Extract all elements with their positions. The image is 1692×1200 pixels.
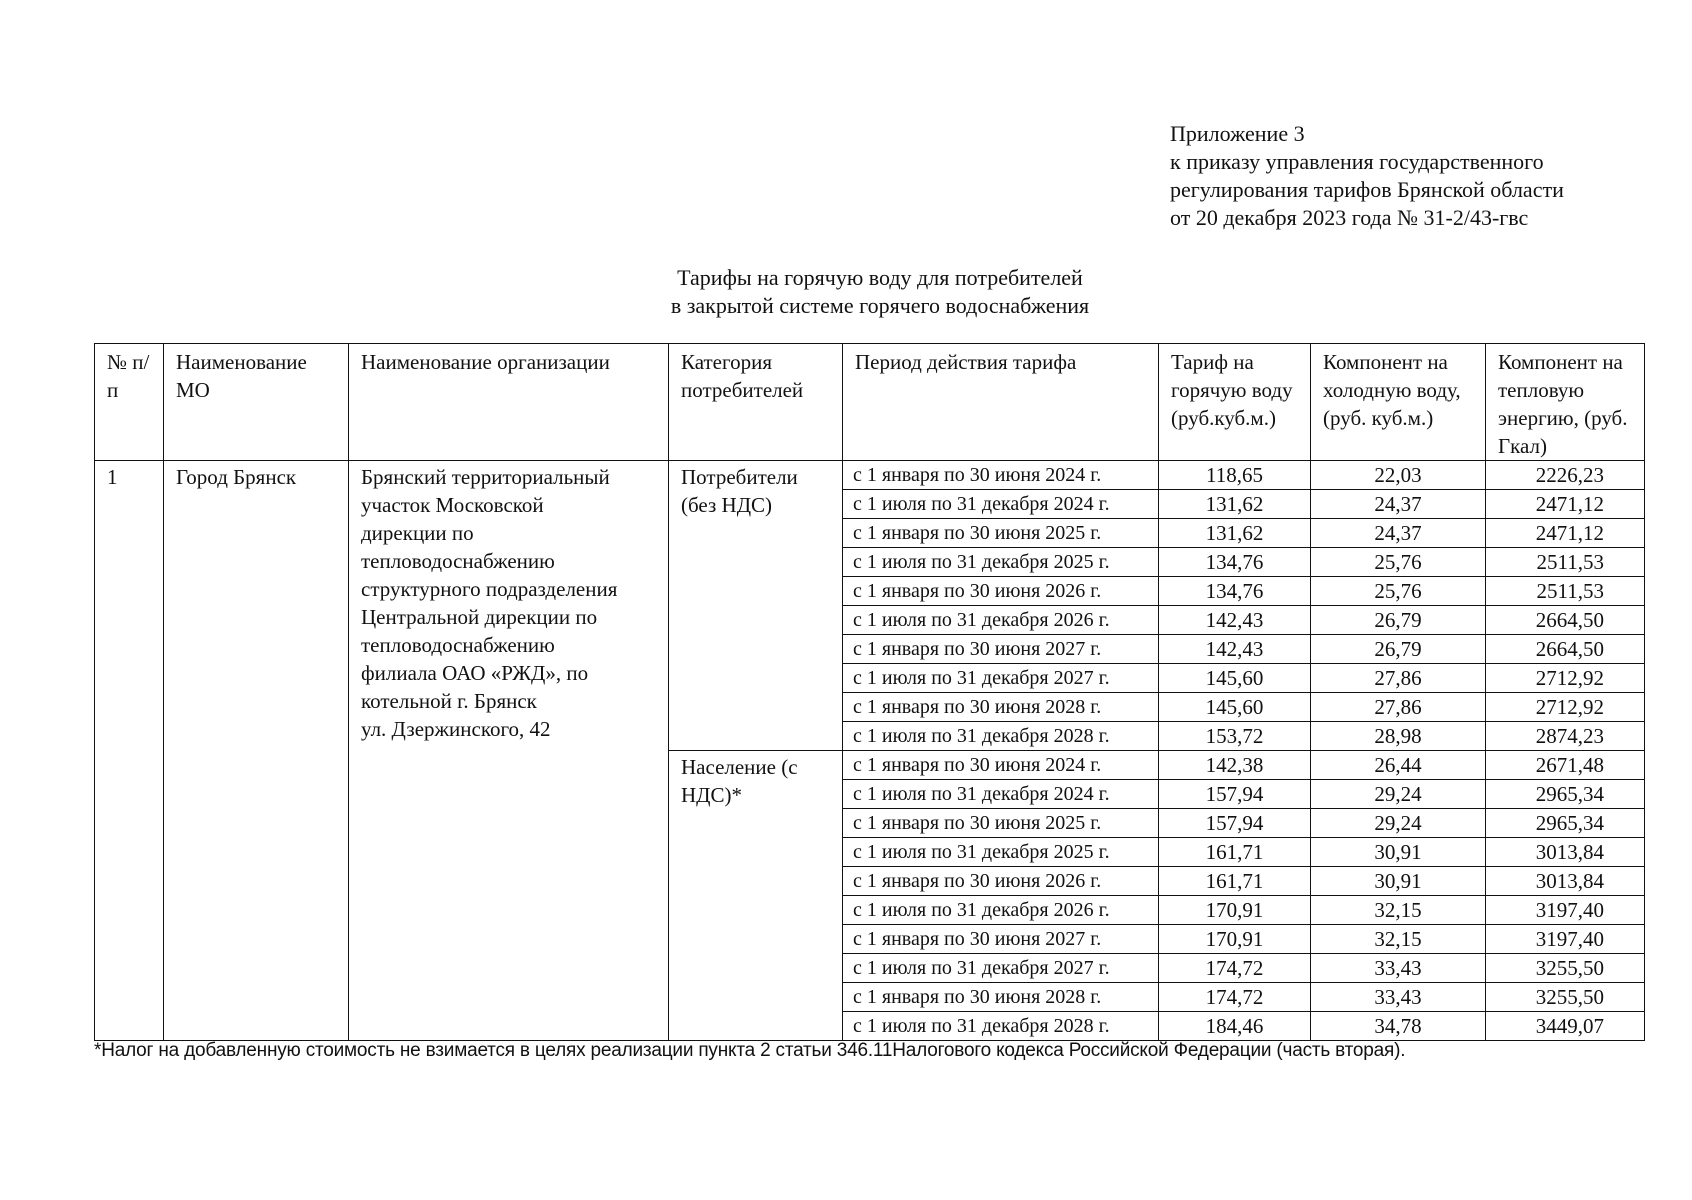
hot-water-tariff: 174,72 bbox=[1159, 983, 1311, 1012]
cold-water-component: 28,98 bbox=[1311, 722, 1486, 751]
hot-water-tariff: 174,72 bbox=[1159, 954, 1311, 983]
cold-water-component: 33,43 bbox=[1311, 954, 1486, 983]
organization-line: котельной г. Брянск bbox=[361, 689, 537, 713]
heat-energy-component: 2511,53 bbox=[1486, 548, 1645, 577]
heat-energy-component: 2471,12 bbox=[1486, 519, 1645, 548]
document-title bbox=[0, 264, 1692, 320]
tariff-period: с 1 января по 30 июня 2026 г. bbox=[843, 577, 1159, 606]
consumer-category: Потребители (без НДС) bbox=[669, 461, 843, 751]
tariff-body bbox=[95, 461, 1645, 1041]
cold-water-component: 26,79 bbox=[1311, 606, 1486, 635]
header-period: Период действия тарифа bbox=[843, 344, 1159, 461]
heat-energy-component: 3013,84 bbox=[1486, 838, 1645, 867]
cold-water-component: 32,15 bbox=[1311, 925, 1486, 954]
appendix-line: Приложение 3 bbox=[1170, 121, 1305, 146]
organization-line: Брянский территориальный bbox=[361, 465, 610, 489]
cold-water-component: 24,37 bbox=[1311, 519, 1486, 548]
table-row bbox=[95, 461, 1645, 490]
header-org: Наименование организации bbox=[349, 344, 669, 461]
cold-water-component: 22,03 bbox=[1311, 461, 1486, 490]
organization-line: тепловодоснабжению bbox=[361, 549, 555, 573]
hot-water-tariff: 161,71 bbox=[1159, 867, 1311, 896]
heat-energy-component: 2965,34 bbox=[1486, 780, 1645, 809]
hot-water-tariff: 142,43 bbox=[1159, 606, 1311, 635]
tariff-period: с 1 июля по 31 декабря 2026 г. bbox=[843, 896, 1159, 925]
header-row bbox=[95, 344, 1645, 461]
tariff-period: с 1 января по 30 июня 2027 г. bbox=[843, 925, 1159, 954]
hot-water-tariff: 142,43 bbox=[1159, 635, 1311, 664]
cold-water-component: 30,91 bbox=[1311, 867, 1486, 896]
hot-water-tariff: 161,71 bbox=[1159, 838, 1311, 867]
cold-water-component: 26,79 bbox=[1311, 635, 1486, 664]
cold-water-component: 34,78 bbox=[1311, 1012, 1486, 1041]
heat-energy-component: 2664,50 bbox=[1486, 606, 1645, 635]
cold-water-component: 27,86 bbox=[1311, 693, 1486, 722]
organization-line: филиала ОАО «РЖД», по bbox=[361, 661, 589, 685]
tariff-period: с 1 января по 30 июня 2025 г. bbox=[843, 809, 1159, 838]
cold-water-component: 33,43 bbox=[1311, 983, 1486, 1012]
hot-water-tariff: 131,62 bbox=[1159, 490, 1311, 519]
hot-water-tariff: 134,76 bbox=[1159, 577, 1311, 606]
heat-energy-component: 3013,84 bbox=[1486, 867, 1645, 896]
cold-water-component: 24,37 bbox=[1311, 490, 1486, 519]
tariff-table bbox=[94, 343, 1645, 1041]
tariff-period: с 1 июля по 31 декабря 2028 г. bbox=[843, 722, 1159, 751]
tariff-period: с 1 января по 30 июня 2028 г. bbox=[843, 983, 1159, 1012]
cold-water-component: 32,15 bbox=[1311, 896, 1486, 925]
hot-water-tariff: 134,76 bbox=[1159, 548, 1311, 577]
heat-energy-component: 2965,34 bbox=[1486, 809, 1645, 838]
appendix-line: к приказу управления государственного bbox=[1170, 149, 1544, 174]
row-number: 1 bbox=[95, 461, 164, 1041]
hot-water-tariff: 184,46 bbox=[1159, 1012, 1311, 1041]
tariff-period: с 1 января по 30 июня 2028 г. bbox=[843, 693, 1159, 722]
header-tariff: Тариф на горячую воду (руб.куб.м.) bbox=[1159, 344, 1311, 461]
tariff-period: с 1 января по 30 июня 2027 г. bbox=[843, 635, 1159, 664]
tariff-period: с 1 июля по 31 декабря 2024 г. bbox=[843, 490, 1159, 519]
heat-energy-component: 2471,12 bbox=[1486, 490, 1645, 519]
title-line-1: Тарифы на горячую воду для потребителей bbox=[677, 265, 1083, 290]
header-num: № п/п bbox=[95, 344, 164, 461]
tariff-period: с 1 июля по 31 декабря 2028 г. bbox=[843, 1012, 1159, 1041]
hot-water-tariff: 145,60 bbox=[1159, 693, 1311, 722]
cold-water-component: 29,24 bbox=[1311, 780, 1486, 809]
organization-line: структурного подразделения bbox=[361, 577, 618, 601]
tariff-period: с 1 июля по 31 декабря 2025 г. bbox=[843, 548, 1159, 577]
heat-energy-component: 3255,50 bbox=[1486, 983, 1645, 1012]
tariff-period: с 1 июля по 31 декабря 2026 г. bbox=[843, 606, 1159, 635]
organization-name bbox=[349, 461, 669, 1041]
heat-energy-component: 2226,23 bbox=[1486, 461, 1645, 490]
appendix-line: от 20 декабря 2023 года № 31-2/43-гвс bbox=[1170, 205, 1529, 230]
organization-line: дирекции по bbox=[361, 521, 474, 545]
cold-water-component: 25,76 bbox=[1311, 577, 1486, 606]
cold-water-component: 29,24 bbox=[1311, 809, 1486, 838]
heat-energy-component: 3255,50 bbox=[1486, 954, 1645, 983]
heat-energy-component: 3449,07 bbox=[1486, 1012, 1645, 1041]
hot-water-tariff: 145,60 bbox=[1159, 664, 1311, 693]
footnote: *Налог на добавленную стоимость не взимается в целях реализации пункта 2 статьи 346.11Налогового кодекса Российской Федерации (часть вторая). bbox=[94, 1040, 1406, 1061]
hot-water-tariff: 118,65 bbox=[1159, 461, 1311, 490]
hot-water-tariff: 170,91 bbox=[1159, 896, 1311, 925]
tariff-period: с 1 января по 30 июня 2025 г. bbox=[843, 519, 1159, 548]
organization-line: Центральной дирекции по bbox=[361, 605, 598, 629]
cold-water-component: 25,76 bbox=[1311, 548, 1486, 577]
organization-line: ул. Дзержинского, 42 bbox=[361, 717, 551, 741]
cold-water-component: 27,86 bbox=[1311, 664, 1486, 693]
hot-water-tariff: 153,72 bbox=[1159, 722, 1311, 751]
header-category: Категория потребителей bbox=[669, 344, 843, 461]
cold-water-component: 30,91 bbox=[1311, 838, 1486, 867]
tariff-period: с 1 июля по 31 декабря 2027 г. bbox=[843, 954, 1159, 983]
heat-energy-component: 3197,40 bbox=[1486, 896, 1645, 925]
hot-water-tariff: 157,94 bbox=[1159, 809, 1311, 838]
tariff-period: с 1 января по 30 июня 2026 г. bbox=[843, 867, 1159, 896]
header-mo: Наименование МО bbox=[164, 344, 349, 461]
hot-water-tariff: 157,94 bbox=[1159, 780, 1311, 809]
mo-name: Город Брянск bbox=[164, 461, 349, 1041]
title-line-2: в закрытой системе горячего водоснабжения bbox=[670, 293, 1090, 318]
heat-energy-component: 3197,40 bbox=[1486, 925, 1645, 954]
tariff-period: с 1 января по 30 июня 2024 г. bbox=[843, 751, 1159, 780]
tariff-period: с 1 января по 30 июня 2024 г. bbox=[843, 461, 1159, 490]
consumer-category: Население (с НДС)* bbox=[669, 751, 843, 1041]
tariff-period: с 1 июля по 31 декабря 2025 г. bbox=[843, 838, 1159, 867]
tariff-period: с 1 июля по 31 декабря 2024 г. bbox=[843, 780, 1159, 809]
organization-line: участок Московской bbox=[361, 493, 544, 517]
hot-water-tariff: 142,38 bbox=[1159, 751, 1311, 780]
heat-energy-component: 2671,48 bbox=[1486, 751, 1645, 780]
heat-energy-component: 2712,92 bbox=[1486, 664, 1645, 693]
heat-energy-component: 2511,53 bbox=[1486, 577, 1645, 606]
appendix-line: регулирования тарифов Брянской области bbox=[1170, 177, 1564, 202]
organization-line: тепловодоснабжению bbox=[361, 633, 555, 657]
hot-water-tariff: 170,91 bbox=[1159, 925, 1311, 954]
header-cold: Компонент на холодную воду, (руб. куб.м.) bbox=[1311, 344, 1486, 461]
cold-water-component: 26,44 bbox=[1311, 751, 1486, 780]
hot-water-tariff: 131,62 bbox=[1159, 519, 1311, 548]
heat-energy-component: 2664,50 bbox=[1486, 635, 1645, 664]
header-heat: Компонент на тепловую энергию, (руб. Гкал) bbox=[1486, 344, 1645, 461]
heat-energy-component: 2712,92 bbox=[1486, 693, 1645, 722]
tariff-period: с 1 июля по 31 декабря 2027 г. bbox=[843, 664, 1159, 693]
appendix-header bbox=[1170, 120, 1564, 232]
heat-energy-component: 2874,23 bbox=[1486, 722, 1645, 751]
